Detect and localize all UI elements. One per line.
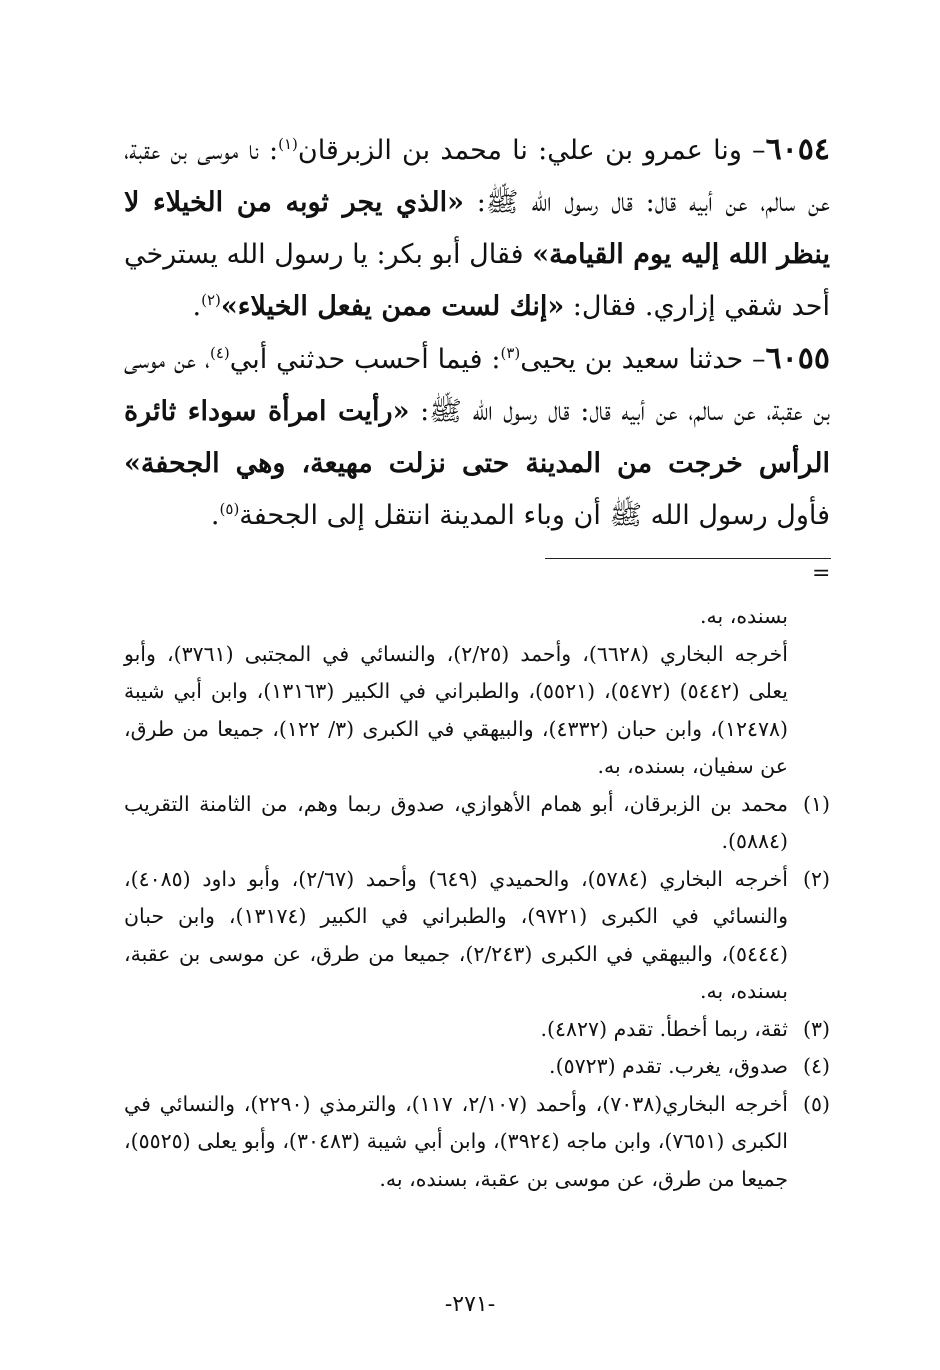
- footnote-text: أخرجه البخاري(٧٠٣٨)، وأحمد (٢/١٠٧، ١١٧)، والترمذي (٢٢٩٠)، والنسائي في الكبرى (٧٦٥١)، وابن ماجه (٣٩٢٤)، وابن أبي شيبة (٣٠٤٨٣)، وأبو يعلى (٥٥٢٥)، جميعا من طرق، عن موسى بن عقبة، بسنده، به.: [124, 1091, 788, 1191]
- footnote-ref: (١): [278, 135, 298, 153]
- hadith-number: ٦٠٥٤: [765, 132, 831, 167]
- page-number: -٢٧١-: [444, 1292, 496, 1317]
- prophetic-quote: «إنك لست ممن يفعل الخيلاء»: [220, 291, 565, 322]
- footnote-5: [124, 1086, 830, 1199]
- continuation-line: بسنده، به.: [699, 604, 788, 628]
- footnote-1: [124, 786, 830, 861]
- hadith-6055: [124, 333, 830, 542]
- hadith-text: .: [192, 291, 202, 322]
- footnote-number: (٢): [802, 866, 830, 891]
- hadith-text: : نا موسى بن عقبة، عن سالم، عن أبيه قال: قال رسول الله ﷺ:: [124, 135, 830, 218]
- main-text: [124, 124, 830, 542]
- footnote-ref: (٢): [201, 291, 221, 309]
- footnote-number: (٤): [802, 1054, 830, 1078]
- footnote-number: (١): [802, 791, 830, 816]
- continuation-line: أخرجه البخاري (٦٦٢٨)، وأحمد (٢/٢٥)، والنسائي في المجتبى (٣٧٦١)، وأبو يعلى (٥٤٤٢) (٥٤٧٢)، (٥٥٢١)، والطبراني في الكبير (١٣١٦٣)، وابن أبي شيبة (١٢٤٧٨)، وابن حبان (٤٣٣٢)، والبيهقي في الكبرى (٣/ ١٢٢)، جميعا من طرق، عن سفيان، بسنده، به.: [124, 641, 788, 778]
- hadith-number: ٦٠٥٥: [765, 341, 830, 376]
- footnote-2: [124, 861, 830, 1011]
- footnotes-section: [124, 598, 830, 1198]
- hadith-text: ، عن موسى بن عقبة، عن سالم، عن أبيه قال: قال رسول الله ﷺ:: [124, 344, 831, 427]
- prophetic-quote: «الذي يجر ثوبه من الخيلاء لا ينظر الله إليه يوم القيامة»: [124, 187, 830, 270]
- hadith-text: – حدثنا سعيد بن يحيى: [520, 344, 766, 375]
- hadith-text: .: [210, 500, 220, 531]
- footnote-text: أخرجه البخاري (٥٧٨٤)، والحميدي (٦٤٩) وأحمد (٢/٦٧)، وأبو داود (٤٠٨٥)، والنسائي في الكبرى (٩٧٢١)، والطبراني في الكبير (١٣١٧٤)، وابن حبان (٥٤٤٤)، والبيهقي في الكبرى (٢/٢٤٣)، جميعا من طرق، عن موسى بن عقبة، بسنده، به.: [124, 866, 789, 1003]
- footnote-4: [124, 1048, 830, 1086]
- footnote-3: [124, 1011, 830, 1049]
- prophetic-quote: «رأيت امرأة سوداء ثائرة الرأس خرجت من المدينة حتى نزلت مهيعة، وهي الجحفة»: [124, 396, 830, 479]
- footnote-ref: (٣): [500, 344, 521, 362]
- footnote-number: (٣): [802, 1016, 830, 1041]
- hadith-text: فقال أبو بكر: يا رسول الله يسترخي أحد شقي إزاري. فقال:: [124, 239, 830, 322]
- footnote-separator: [545, 558, 831, 559]
- hadith-text: : فيما أحسب حدثني أبي: [229, 344, 501, 375]
- footnote-ref: (٥): [219, 500, 240, 518]
- hadith-6054: [124, 124, 830, 333]
- hadith-text: – ونا عمرو بن علي: نا محمد بن الزبرقان: [297, 135, 766, 166]
- footnote-ref: (٤): [209, 344, 230, 362]
- continuation-mark: =: [812, 561, 831, 586]
- footnote-text: ثقة، ربما أخطأ. تقدم (٤٨٢٧).: [540, 1016, 788, 1041]
- footnote-number: (٥): [802, 1091, 830, 1116]
- hadith-text: فأول رسول الله ﷺ أن وباء المدينة انتقل إلى الجحفة: [239, 500, 830, 531]
- footnote-text: صدوق، يغرب. تقدم (٥٧٢٣).: [549, 1054, 788, 1078]
- footnote-text: محمد بن الزبرقان، أبو همام الأهوازي، صدوق ربما وهم، من الثامنة التقريب (٥٨٨٤).: [124, 791, 788, 853]
